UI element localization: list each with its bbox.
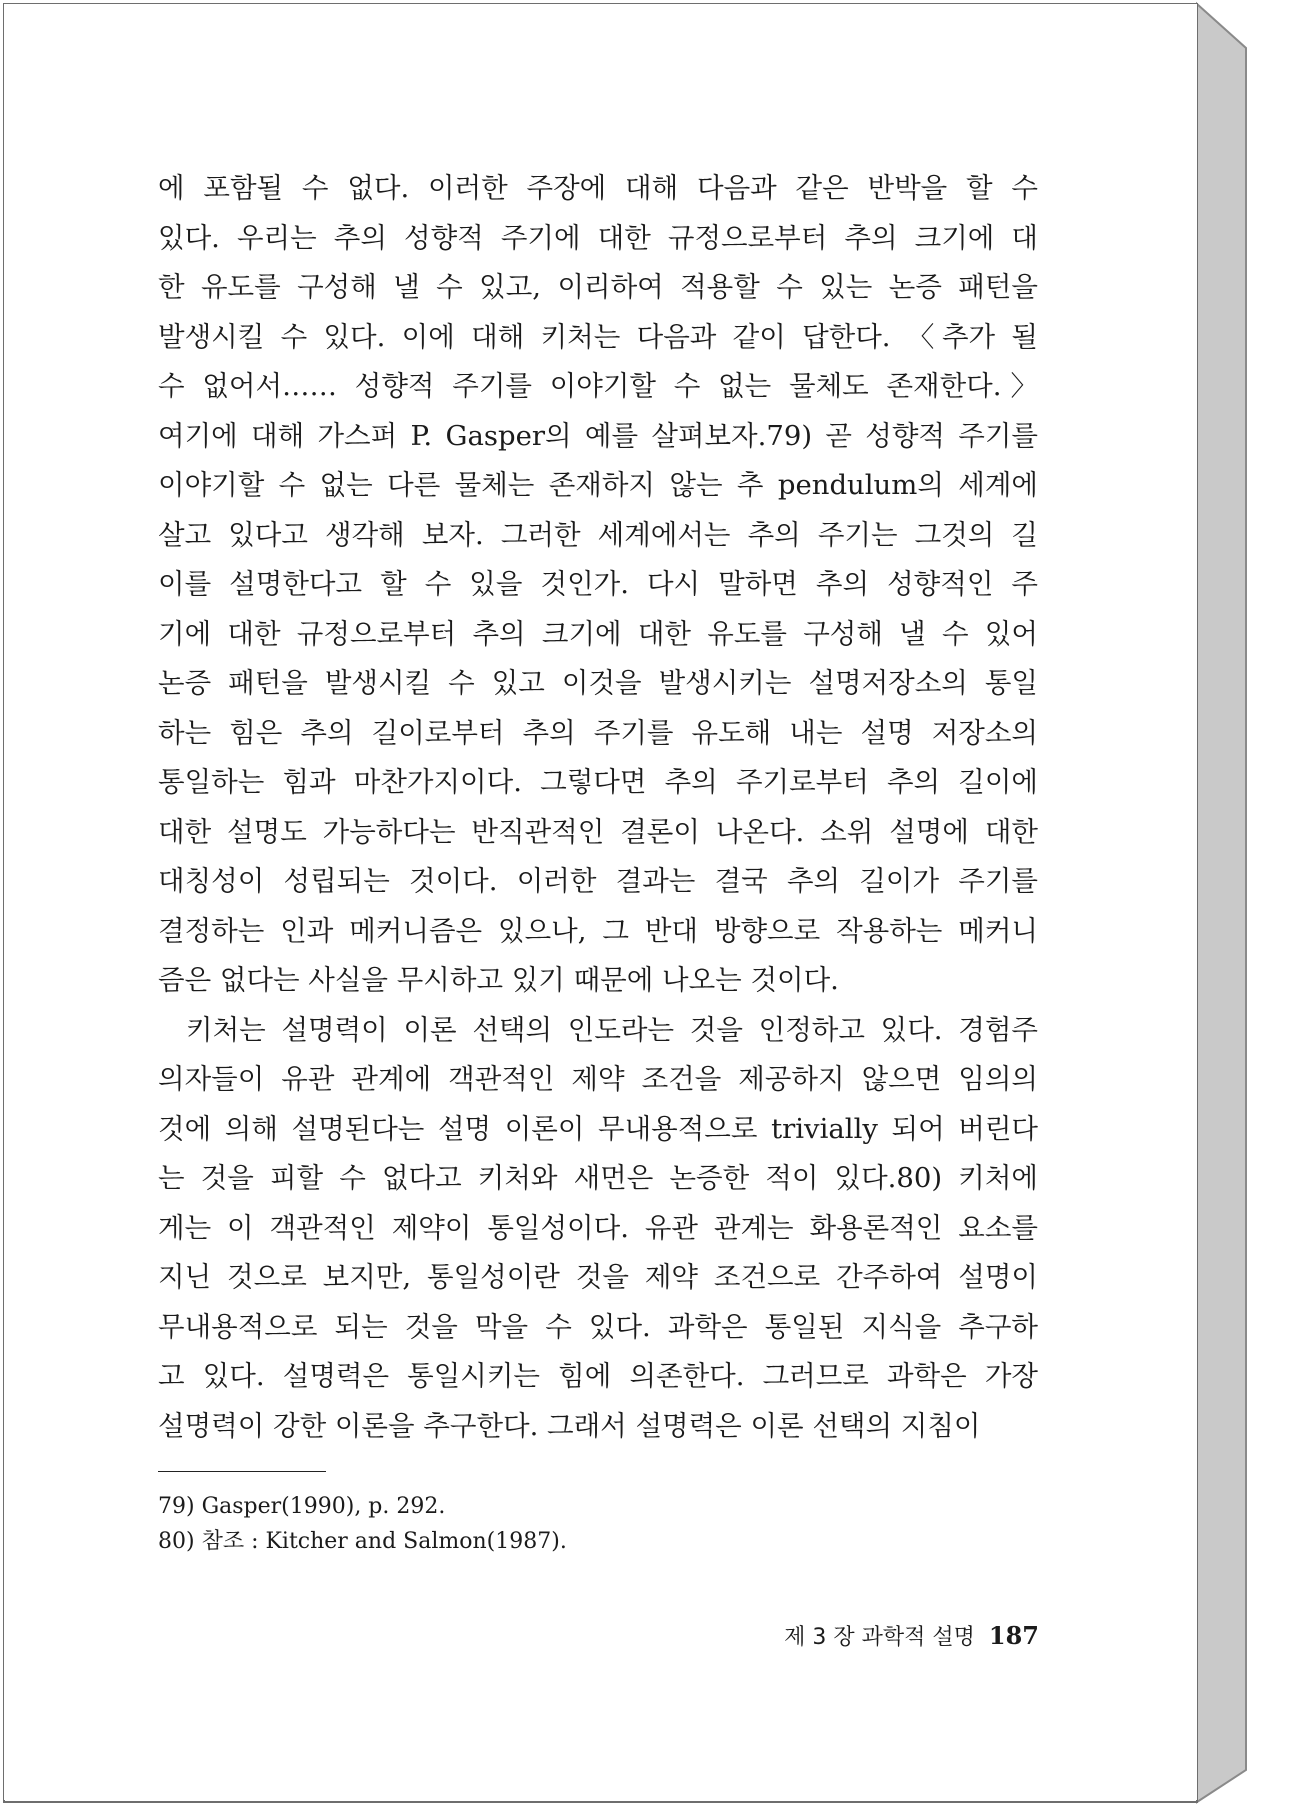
paragraph <box>158 1006 1038 1452</box>
text-line: 이야기할 수 없는 다른 물체는 존재하지 않는 추 pendulum의 세계에 <box>158 469 1038 501</box>
text-line: 발생시킬 수 있다. 이에 대해 키처는 다음과 같이 답한다. 〈추가 될 <box>158 320 1038 353</box>
text-line: 살고 있다고 생각해 보자. 그러한 세계에서는 추의 주기는 그것의 길 <box>158 518 1038 551</box>
text-line: 키처는 설명력이 이론 선택의 인도라는 것을 인정하고 있다. 경험주 <box>186 1013 1038 1046</box>
text-line: 있다. 우리는 추의 성향적 주기에 대한 규정으로부터 추의 크기에 대 <box>158 221 1038 254</box>
text-line: 수 없어서…… 성향적 주기를 이야기할 수 없는 물체도 존재한다.〉 <box>158 370 1038 402</box>
footnote: 79) Gasper(1990), p. 292. <box>158 1494 446 1519</box>
footnote: 80) 참조 : Kitcher and Salmon(1987). <box>158 1529 567 1554</box>
text-line: 대칭성이 성립되는 것이다. 이러한 결과는 결국 추의 길이가 주기를 <box>158 865 1038 897</box>
text-line: 기에 대한 규정으로부터 추의 크기에 대한 유도를 구성해 낼 수 있어 <box>158 617 1038 650</box>
text-line: 이를 설명한다고 할 수 있을 것인가. 다시 말하면 추의 성향적인 주 <box>158 568 1038 600</box>
book-page <box>4 4 1197 1800</box>
text-line: 논증 패턴을 발생시킬 수 있고 이것을 발생시키는 설명저장소의 통일 <box>158 667 1038 699</box>
text-line: 설명력이 강한 이론을 추구한다. 그래서 설명력은 이론 선택의 지침이 <box>158 1409 981 1442</box>
footnotes <box>158 1489 1038 1559</box>
text-line: 게는 이 객관적인 제약이 통일성이다. 유관 관계는 화용론적인 요소를 <box>158 1211 1038 1244</box>
text-line: 지닌 것으로 보지만, 통일성이란 것을 제약 조건으로 간주하여 설명이 <box>158 1261 1038 1293</box>
page-number: 187 <box>988 1621 1039 1650</box>
text-line: 무내용적으로 되는 것을 막을 수 있다. 과학은 통일된 지식을 추구하 <box>158 1310 1038 1343</box>
body-text <box>158 164 1038 1451</box>
paragraph <box>158 164 1038 1006</box>
running-footer <box>704 1616 1039 1656</box>
text-line: 대한 설명도 가능하다는 반직관적인 결론이 나온다. 소위 설명에 대한 <box>158 815 1038 848</box>
footnote-rule <box>158 1471 326 1472</box>
running-head: 제 3 장 과학적 설명 <box>784 1625 975 1650</box>
text-line: 에 포함될 수 없다. 이러한 주장에 대해 다음과 같은 반박을 할 수 <box>158 172 1038 204</box>
text-line: 결정하는 인과 메커니즘은 있으나, 그 반대 방향으로 작용하는 메커니 <box>158 914 1038 947</box>
text-line: 통일하는 힘과 마찬가지이다. 그렇다면 추의 주기로부터 추의 길이에 <box>158 766 1038 798</box>
text-line: 한 유도를 구성해 낼 수 있고, 이리하여 적용할 수 있는 논증 패턴을 <box>158 271 1038 303</box>
text-line: 하는 힘은 추의 길이로부터 추의 주기를 유도해 내는 설명 저장소의 <box>158 716 1038 749</box>
text-line: 는 것을 피할 수 없다고 키처와 새먼은 논증한 적이 있다.80) 키처에 <box>158 1162 1038 1194</box>
text-line: 의자들이 유관 관계에 객관적인 제약 조건을 제공하지 않으면 임의의 <box>158 1063 1038 1095</box>
text-line: 즘은 없다는 사실을 무시하고 있기 때문에 나오는 것이다. <box>158 964 839 996</box>
text-line: 고 있다. 설명력은 통일시키는 힘에 의존한다. 그러므로 과학은 가장 <box>158 1360 1038 1392</box>
text-line: 것에 의해 설명된다는 설명 이론이 무내용적으로 trivially 되어 버린다 <box>158 1112 1038 1145</box>
text-line: 여기에 대해 가스퍼 P. Gasper의 예를 살펴보자.79) 곧 성향적 주기를 <box>158 419 1038 452</box>
